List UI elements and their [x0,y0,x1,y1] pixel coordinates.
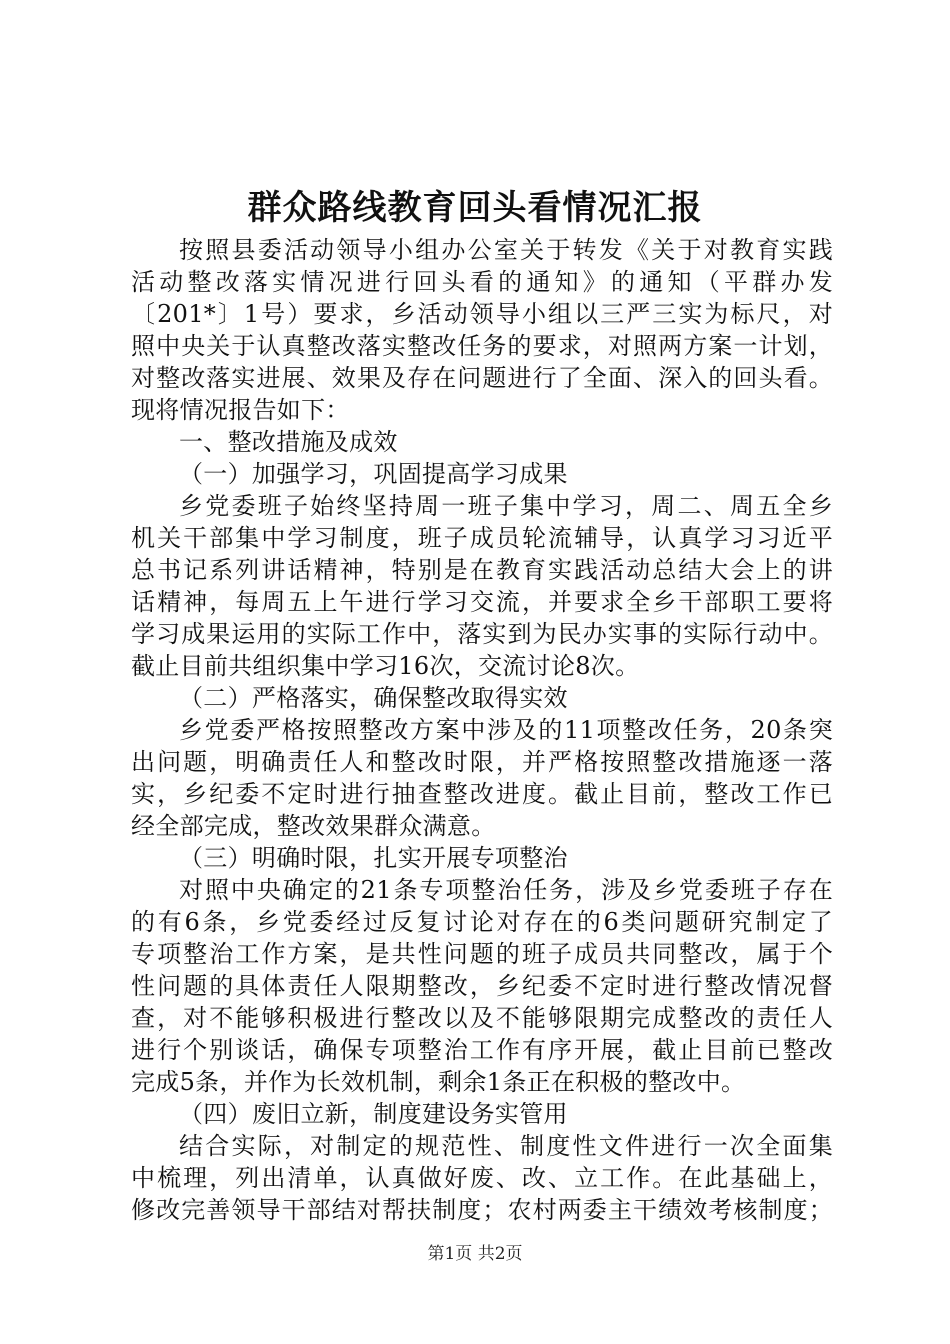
paragraph-line: 实，乡纪委不定时进行抽查整改进度。截止目前，整改工作已 [131,780,833,808]
paragraph-line: 对照中央确定的21条专项整治任务，涉及乡党委班子存在 [179,876,833,904]
document-title: 群众路线教育回头看情况汇报 [247,188,703,228]
paragraph-line: 专项整治工作方案，是共性问题的班子成员共同整改，属于个 [131,940,833,968]
paragraph-line: 机关干部集中学习制度，班子成员轮流辅导，认真学习习近平 [131,524,833,552]
paragraph-line: 对整改落实进展、效果及存在问题进行了全面、深入的回头看。 [131,364,833,392]
paragraph-line: 〔201*〕1号）要求，乡活动领导小组以三严三实为标尺，对 [131,300,833,328]
paragraph-line: 完成5条，并作为长效机制，剩余1条正在积极的整改中。 [131,1068,746,1096]
paragraph-line: 学习成果运用的实际工作中，落实到为民办实事的实际行动中。 [131,620,833,648]
page-footer: 第1页 共2页 [427,1244,523,1264]
paragraph-line: 乡党委班子始终坚持周一班子集中学习，周二、周五全乡 [179,492,833,520]
paragraph-line: 活动整改落实情况进行回头看的通知》的通知（平群办发 [131,268,833,296]
subsection-heading: （一）加强学习，巩固提高学习成果 [179,460,568,488]
paragraph-line: 总书记系列讲话精神，特别是在教育实践活动总结大会上的讲 [131,556,833,584]
paragraph-line: 查，对不能够积极进行整改以及不能够限期完成整改的责任人 [131,1004,833,1032]
paragraph-line: 性问题的具体责任人限期整改，乡纪委不定时进行整改情况督 [131,972,833,1000]
paragraph-line: 修改完善领导干部结对帮扶制度；农村两委主干绩效考核制度； [131,1196,833,1224]
paragraph-line: 的有6条，乡党委经过反复讨论对存在的6类问题研究制定了 [131,908,833,936]
paragraph-line: 截止目前共组织集中学习16次，交流讨论8次。 [131,652,640,680]
document-body [131,234,833,1226]
paragraph-line: 结合实际，对制定的规范性、制度性文件进行一次全面集 [179,1132,833,1160]
paragraph-line: 乡党委严格按照整改方案中涉及的11项整改任务，20条突 [179,716,833,744]
paragraph-line: 经全部完成，整改效果群众满意。 [131,812,496,840]
paragraph-line: 现将情况报告如下： [131,396,350,424]
paragraph-line: 照中央关于认真整改落实整改任务的要求，对照两方案一计划， [131,332,833,360]
section-heading: 一、整改措施及成效 [179,428,398,456]
subsection-heading: （四）废旧立新，制度建设务实管用 [179,1100,568,1128]
paragraph-line: 出问题，明确责任人和整改时限，并严格按照整改措施逐一落 [131,748,833,776]
paragraph-line: 按照县委活动领导小组办公室关于转发《关于对教育实践 [179,236,833,264]
paragraph-line: 话精神，每周五上午进行学习交流，并要求全乡干部职工要将 [131,588,833,616]
subsection-heading: （三）明确时限，扎实开展专项整治 [179,844,568,872]
paragraph-line: 中梳理，列出清单，认真做好废、改、立工作。在此基础上， [131,1164,833,1192]
subsection-heading: （二）严格落实，确保整改取得实效 [179,684,568,712]
paragraph-line: 进行个别谈话，确保专项整治工作有序开展，截止目前已整改 [131,1036,833,1064]
